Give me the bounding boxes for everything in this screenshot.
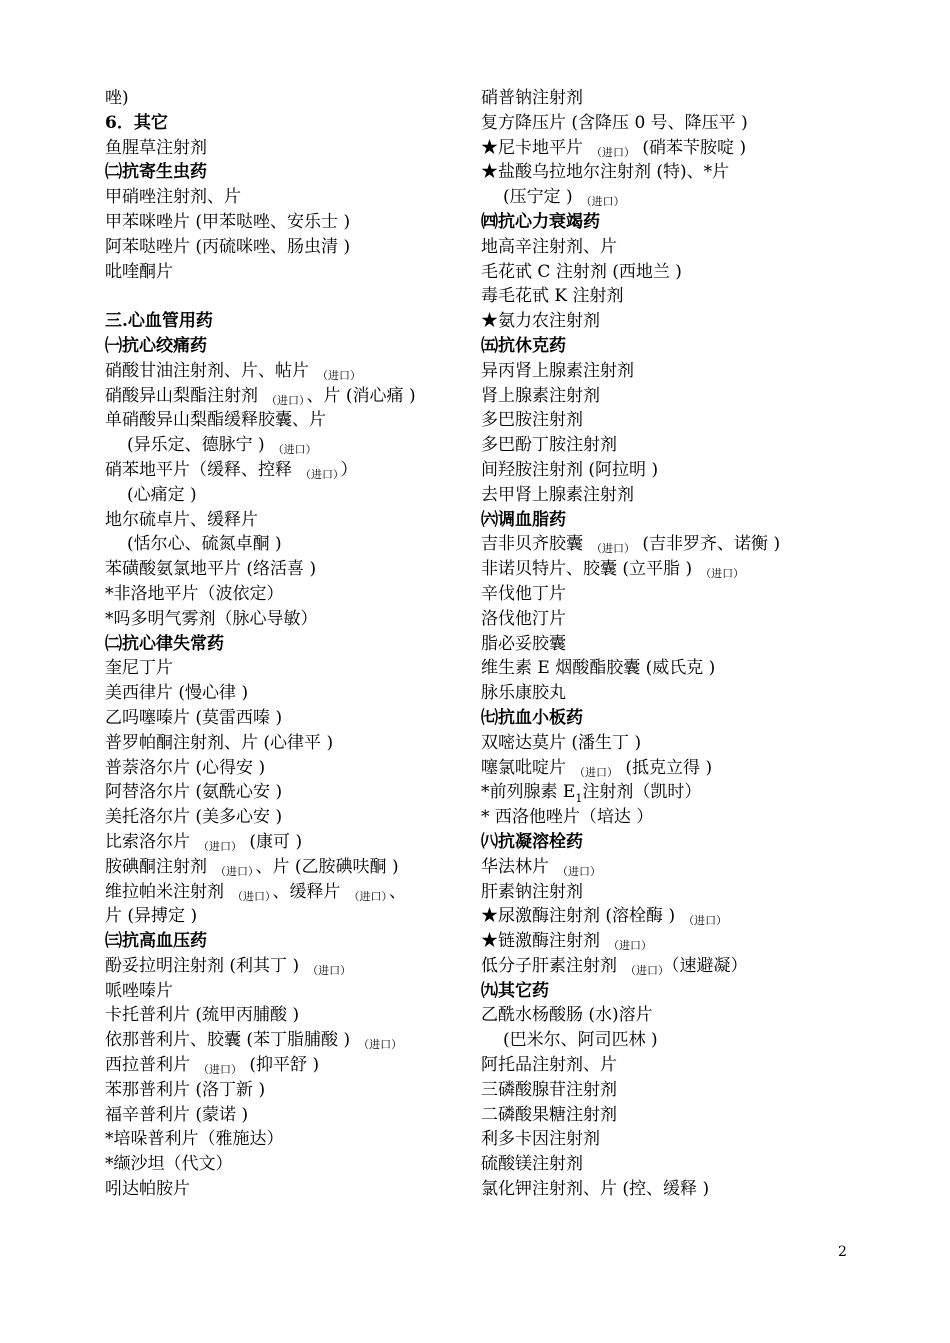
drug-entry bbox=[481, 607, 851, 632]
section-heading bbox=[105, 632, 475, 657]
drug-entry bbox=[481, 235, 851, 260]
drug-entry bbox=[481, 86, 851, 111]
entry-text: ㈠抗心绞痛药 bbox=[105, 335, 207, 356]
entry-text: 西拉普利片 bbox=[105, 1055, 190, 1076]
entry-text: 吡喹酮片 bbox=[105, 261, 173, 282]
entry-text: 华法林片 bbox=[481, 856, 549, 877]
entry-text: 硝酸甘油注射剂、片、帖片 bbox=[105, 360, 309, 381]
entry-text: 唑) bbox=[105, 88, 129, 108]
entry-text: 卡托普利片 (巯甲丙脯酸 ) bbox=[105, 1005, 300, 1026]
drug-entry bbox=[105, 384, 475, 409]
drug-entry bbox=[105, 433, 475, 458]
entry-text: 脂必妥胶囊 bbox=[481, 633, 566, 654]
entry-text: 美西律片 (慢心律 ) bbox=[105, 683, 249, 704]
entry-text: ★盐酸乌拉地尔注射剂 (特)、*片 bbox=[481, 162, 730, 183]
section-heading bbox=[481, 210, 851, 235]
section-heading bbox=[105, 929, 475, 954]
section-heading bbox=[105, 334, 475, 359]
entry-text: 间羟胺注射剂 (阿拉明 ) bbox=[481, 459, 659, 480]
import-note: （进口） bbox=[591, 145, 635, 159]
entry-text: 毛花甙 C 注射剂 (西地兰 ) bbox=[481, 261, 682, 282]
page-number: 2 bbox=[838, 1244, 847, 1260]
drug-entry bbox=[481, 284, 851, 309]
import-note: （进口） bbox=[608, 939, 652, 953]
entry-text: 普萘洛尔片 (心得安 ) bbox=[105, 757, 266, 778]
entry-text: 美托洛尔片 (美多心安 ) bbox=[105, 807, 283, 828]
entry-text: 毒毛花甙 K 注射剂 bbox=[481, 286, 624, 307]
entry-text: 乙吗噻嗪片 (莫雷西嗪 ) bbox=[105, 707, 283, 728]
entry-text: 苯磺酸氨氯地平片 (络活喜 ) bbox=[105, 559, 317, 580]
entry-text: 酚妥拉明注射剂 (利其丁 ) bbox=[105, 955, 300, 976]
entry-text: (抑平舒 ) bbox=[244, 1055, 320, 1076]
drug-entry bbox=[105, 756, 475, 781]
drug-entry bbox=[105, 1103, 475, 1128]
drug-entry bbox=[105, 954, 475, 979]
entry-text: 洛伐他汀片 bbox=[481, 608, 566, 629]
drug-entry bbox=[105, 731, 475, 756]
entry-text: 硝普钠注射剂 bbox=[481, 88, 583, 108]
drug-entry bbox=[481, 1028, 851, 1053]
drug-entry bbox=[481, 384, 851, 409]
entry-text: 多巴酚丁胺注射剂 bbox=[481, 435, 617, 456]
entry-text: 阿替洛尔片 (氨酰心安 ) bbox=[105, 782, 283, 803]
drug-entry bbox=[481, 359, 851, 384]
drug-entry bbox=[105, 483, 475, 508]
entry-text: (吉非罗齐、诺衡 ) bbox=[637, 534, 781, 555]
entry-text: 比索洛尔片 bbox=[105, 831, 190, 852]
drug-entry bbox=[105, 210, 475, 235]
entry-text: ㈡抗心律失常药 bbox=[105, 633, 224, 654]
drug-entry bbox=[481, 1177, 851, 1202]
entry-text: 胺碘酮注射剂 bbox=[105, 856, 207, 877]
drug-entry bbox=[105, 656, 475, 681]
entry-text: (康可 ) bbox=[244, 831, 303, 852]
entry-text: 利多卡因注射剂 bbox=[481, 1129, 600, 1150]
drug-entry bbox=[105, 582, 475, 607]
import-note: （进口） bbox=[198, 1063, 242, 1077]
entry-text: 地高辛注射剂、片 bbox=[481, 236, 617, 257]
entry-text: 非诺贝特片、胶囊 (立平脂 ) bbox=[481, 559, 693, 580]
entry-text: 6．其它 bbox=[105, 112, 168, 133]
drug-entry bbox=[481, 136, 851, 161]
import-note: （进口） bbox=[358, 1038, 403, 1052]
entry-text: 苯那普利片 (洛丁新 ) bbox=[105, 1079, 266, 1100]
drug-entry bbox=[481, 532, 851, 557]
import-note: （进口） bbox=[683, 914, 728, 928]
entry-text: 硝酸异山梨酯注射剂 bbox=[105, 385, 258, 406]
entry-text: 噻氯吡啶片 bbox=[481, 757, 566, 778]
import-note: （进口） bbox=[348, 889, 387, 903]
drug-entry bbox=[481, 160, 851, 185]
import-note: （进口） bbox=[557, 864, 601, 878]
import-note: （进口） bbox=[300, 467, 339, 481]
drug-entry bbox=[481, 1078, 851, 1103]
drug-entry bbox=[481, 260, 851, 285]
entry-text: 依那普利片、胶囊 (苯丁脂脯酸 ) bbox=[105, 1030, 351, 1051]
drug-entry bbox=[105, 706, 475, 731]
entry-text: 注射剂（凯时） bbox=[582, 782, 702, 803]
drug-entry bbox=[481, 557, 851, 582]
entry-text: (恬尔心、硫氮卓酮 ) bbox=[127, 534, 282, 555]
entry-text: ㈨其它药 bbox=[481, 980, 549, 1001]
import-note: （进口） bbox=[625, 963, 669, 977]
entry-text: (心痛定 ) bbox=[127, 484, 197, 505]
entry-text: 、片 (乙胺碘呋酮 ) bbox=[255, 856, 399, 877]
entry-text: 辛伐他丁片 bbox=[481, 583, 566, 604]
drug-entry bbox=[105, 855, 475, 880]
entry-text: 肝素钠注射剂 bbox=[481, 881, 583, 902]
drug-entry bbox=[105, 260, 475, 285]
drug-entry bbox=[481, 681, 851, 706]
drug-entry bbox=[481, 1053, 851, 1078]
drug-entry bbox=[105, 1028, 475, 1053]
import-note: （进口） bbox=[317, 368, 361, 382]
entry-text: (压宁定 ) bbox=[503, 187, 573, 208]
drug-entry bbox=[481, 880, 851, 905]
drug-entry bbox=[105, 458, 475, 483]
entry-text: 哌唑嗪片 bbox=[105, 980, 173, 1001]
drug-entry bbox=[105, 557, 475, 582]
section-heading bbox=[105, 309, 475, 334]
import-note: （进口） bbox=[700, 567, 745, 581]
drug-entry bbox=[105, 1003, 475, 1028]
entry-text: ） bbox=[340, 459, 358, 480]
import-note: （进口） bbox=[272, 443, 317, 457]
entry-text: 双嘧达莫片 (潘生丁 ) bbox=[481, 732, 642, 753]
entry-text: (硝苯苄胺啶 ) bbox=[637, 137, 747, 158]
entry-text: 去甲肾上腺素注射剂 bbox=[481, 484, 634, 505]
section-heading bbox=[481, 508, 851, 533]
entry-text: 氯化钾注射剂、片 (控、缓释 ) bbox=[481, 1179, 710, 1200]
import-note: （进口） bbox=[232, 889, 271, 903]
entry-text: 吲达帕胺片 bbox=[105, 1179, 190, 1200]
entry-text: (巴米尔、阿司匹林 ) bbox=[503, 1030, 658, 1051]
import-note: （进口） bbox=[215, 864, 254, 878]
entry-text: 鱼腥草注射剂 bbox=[105, 137, 207, 158]
entry-text: 甲硝唑注射剂、片 bbox=[105, 187, 241, 208]
entry-text: 、缓释片 bbox=[272, 881, 341, 902]
entry-text: 二磷酸果糖注射剂 bbox=[481, 1104, 617, 1125]
section-heading bbox=[105, 160, 475, 185]
drug-entry bbox=[481, 1152, 851, 1177]
section-heading bbox=[481, 979, 851, 1004]
entry-text: 硫酸镁注射剂 bbox=[481, 1154, 583, 1175]
import-note: （进口） bbox=[574, 765, 618, 779]
entry-text: 、 bbox=[389, 881, 406, 902]
drug-entry bbox=[105, 86, 475, 111]
drug-entry bbox=[481, 1103, 851, 1128]
drug-entry bbox=[481, 1003, 851, 1028]
section-heading bbox=[481, 706, 851, 731]
import-note: （进口） bbox=[307, 963, 352, 977]
drug-entry bbox=[481, 1127, 851, 1152]
entry-text: ㈤抗休克药 bbox=[481, 335, 566, 356]
blank-line bbox=[105, 284, 475, 309]
drug-entry bbox=[105, 185, 475, 210]
drug-entry bbox=[105, 235, 475, 260]
drug-entry bbox=[481, 731, 851, 756]
entry-text: 片 (异搏定 ) bbox=[105, 906, 198, 927]
entry-text: * 西洛他唑片（培达 ） bbox=[481, 807, 654, 828]
left-column bbox=[105, 86, 475, 1202]
entry-text: ㈦抗血小板药 bbox=[481, 707, 583, 728]
drug-entry bbox=[481, 632, 851, 657]
entry-text: ★尿激酶注射剂 (溶栓酶 ) bbox=[481, 906, 676, 927]
right-column bbox=[481, 86, 851, 1202]
drug-entry bbox=[105, 1127, 475, 1152]
drug-entry bbox=[481, 805, 851, 830]
entry-text: ★尼卡地平片 bbox=[481, 137, 583, 158]
drug-entry bbox=[105, 830, 475, 855]
section-heading bbox=[481, 830, 851, 855]
entry-text: 维生素 E 烟酸酯胶囊 (威氏克 ) bbox=[481, 658, 716, 679]
entry-text: 维拉帕米注射剂 bbox=[105, 881, 224, 902]
drug-entry bbox=[481, 954, 851, 979]
entry-text: ㈥调血脂药 bbox=[481, 509, 566, 530]
entry-text: *缬沙坦（代文） bbox=[105, 1154, 233, 1175]
drug-entry bbox=[481, 433, 851, 458]
drug-entry bbox=[105, 681, 475, 706]
drug-entry bbox=[481, 756, 851, 781]
entry-text: *非洛地平片（波依定） bbox=[105, 583, 284, 604]
section-heading bbox=[105, 111, 475, 136]
drug-entry bbox=[481, 185, 851, 210]
drug-entry bbox=[105, 1152, 475, 1177]
drug-entry bbox=[481, 408, 851, 433]
entry-text: ㈣抗心力衰竭药 bbox=[481, 211, 600, 232]
drug-entry bbox=[481, 855, 851, 880]
drug-entry bbox=[105, 805, 475, 830]
drug-entry bbox=[105, 880, 475, 905]
drug-entry bbox=[105, 508, 475, 533]
drug-entry bbox=[105, 607, 475, 632]
subscript: 1 bbox=[575, 792, 583, 806]
entry-text: *吗多明气雾剂（脉心导敏） bbox=[105, 608, 318, 629]
entry-text: （速避凝） bbox=[671, 955, 748, 976]
drug-entry bbox=[481, 309, 851, 334]
entry-text: 吉非贝齐胶囊 bbox=[481, 534, 583, 555]
entry-text: 地尔硫卓片、缓释片 bbox=[105, 509, 258, 530]
drug-entry bbox=[481, 582, 851, 607]
entry-text: 甲苯咪唑片 (甲苯哒唑、安乐士 ) bbox=[105, 211, 351, 232]
drug-entry bbox=[105, 136, 475, 161]
drug-entry bbox=[105, 1078, 475, 1103]
drug-entry bbox=[105, 408, 475, 433]
drug-entry bbox=[105, 532, 475, 557]
entry-text: 乙酰水杨酸肠 (水)溶片 bbox=[481, 1005, 653, 1026]
entry-text: 肾上腺素注射剂 bbox=[481, 385, 600, 406]
entry-text: 阿托品注射剂、片 bbox=[481, 1055, 617, 1076]
drug-entry bbox=[481, 656, 851, 681]
drug-entry bbox=[105, 1053, 475, 1078]
entry-text: 单硝酸异山梨酯缓释胶囊、片 bbox=[105, 410, 326, 431]
entry-text: 、片 (消心痛 ) bbox=[306, 385, 416, 406]
entry-text: 三磷酸腺苷注射剂 bbox=[481, 1079, 617, 1100]
entry-text: 复方降压片 (含降压 0 号、降压平 ) bbox=[481, 112, 748, 133]
drug-entry bbox=[481, 929, 851, 954]
entry-text: ★氨力农注射剂 bbox=[481, 311, 600, 332]
entry-text: (异乐定、德脉宁 ) bbox=[127, 435, 265, 456]
entry-text: 异丙肾上腺素注射剂 bbox=[481, 360, 634, 381]
entry-text: 福辛普利片 (蒙诺 ) bbox=[105, 1104, 249, 1125]
drug-entry bbox=[481, 904, 851, 929]
entry-text: 奎尼丁片 bbox=[105, 658, 173, 679]
entry-text: 硝苯地平片（缓释、控释 bbox=[105, 459, 292, 480]
drug-entry bbox=[105, 1177, 475, 1202]
import-note: （进口） bbox=[580, 195, 625, 209]
entry-text: 低分子肝素注射剂 bbox=[481, 955, 617, 976]
entry-text: *前列腺素 E bbox=[481, 782, 576, 803]
drug-entry bbox=[105, 979, 475, 1004]
drug-entry bbox=[481, 483, 851, 508]
drug-entry bbox=[105, 780, 475, 805]
entry-text: ㈧抗凝溶栓药 bbox=[481, 831, 583, 852]
entry-text: 阿苯哒唑片 (丙硫咪唑、肠虫清 ) bbox=[105, 236, 351, 257]
drug-entry bbox=[105, 904, 475, 929]
drug-entry bbox=[481, 780, 851, 805]
entry-text: 脉乐康胶丸 bbox=[481, 683, 566, 704]
entry-text: ㈡抗寄生虫药 bbox=[105, 162, 207, 183]
drug-entry bbox=[105, 359, 475, 384]
entry-text: *培哚普利片（雅施达） bbox=[105, 1129, 284, 1150]
section-heading bbox=[481, 334, 851, 359]
drug-entry bbox=[481, 458, 851, 483]
entry-text: 三.心血管用药 bbox=[105, 311, 213, 332]
import-note: （进口） bbox=[198, 839, 242, 853]
entry-text: 多巴胺注射剂 bbox=[481, 410, 583, 431]
entry-text: 普罗帕酮注射剂、片 (心律平 ) bbox=[105, 732, 334, 753]
entry-text: (抵克立得 ) bbox=[620, 757, 713, 778]
import-note: （进口） bbox=[591, 542, 635, 556]
entry-text: ★链激酶注射剂 bbox=[481, 931, 600, 952]
entry-text: ㈢抗高血压药 bbox=[105, 931, 207, 952]
drug-entry bbox=[481, 111, 851, 136]
import-note: （进口） bbox=[266, 393, 305, 407]
